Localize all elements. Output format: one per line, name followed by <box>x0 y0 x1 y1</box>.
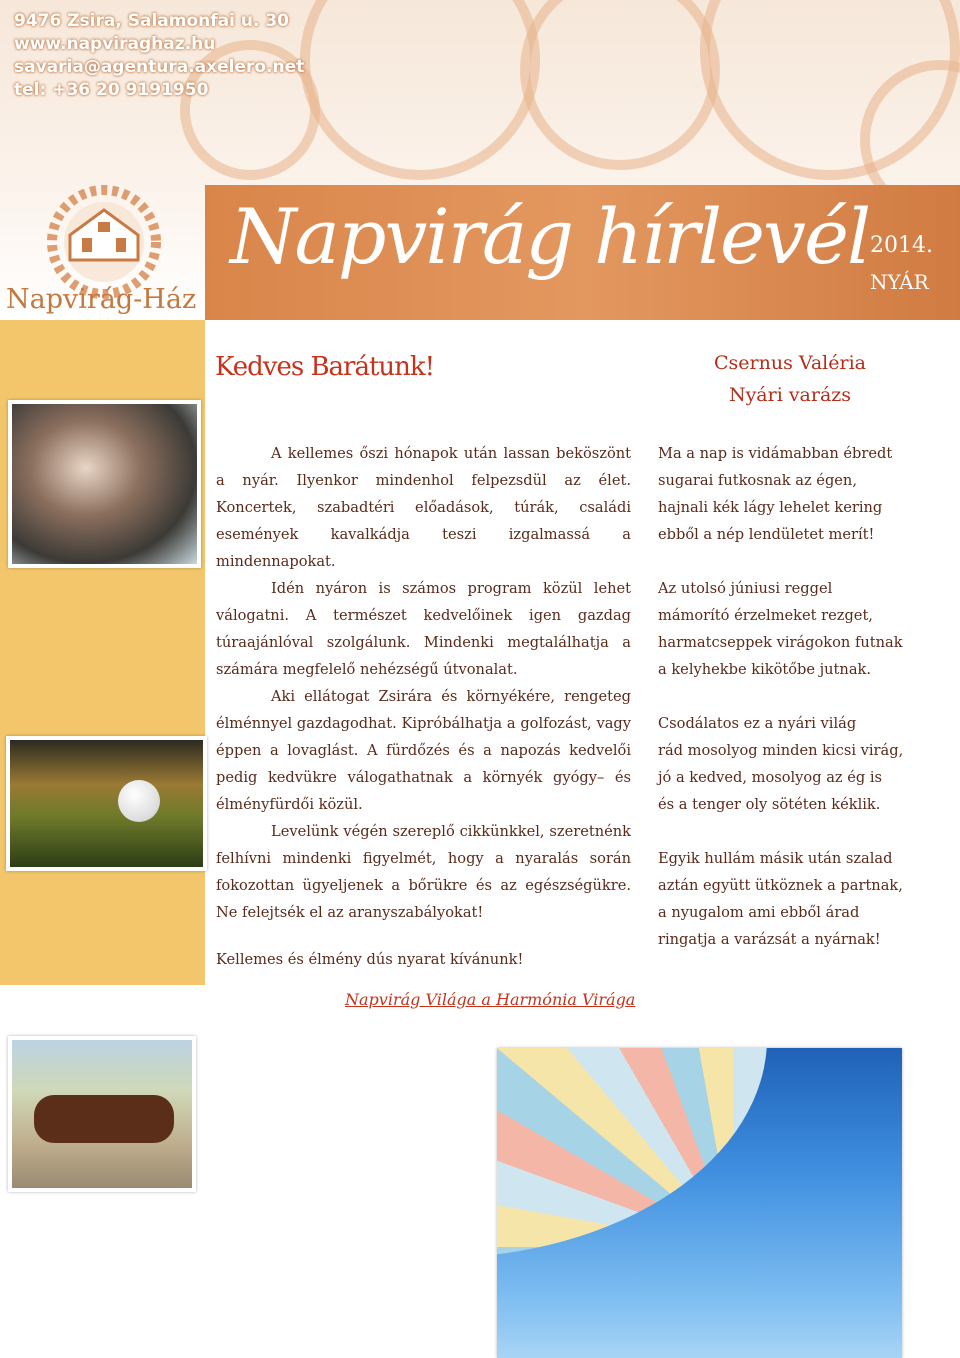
motto: Napvirág Világa a Harmónia Virága <box>345 990 636 1009</box>
poem-author: Csernus Valéria <box>714 352 866 374</box>
contact-phone: tel: +36 20 9191950 <box>14 80 209 100</box>
letter-body <box>216 440 631 973</box>
issue-season: NYÁR <box>870 270 929 294</box>
napvirag-haz-logo <box>4 180 204 316</box>
poem-line: Egyik hullám másik után szalad <box>658 850 893 867</box>
newsletter-title: Napvirág hírlevél <box>230 192 870 281</box>
poem-line: Ma a nap is vidámabban ébredt <box>658 445 893 462</box>
letter-paragraph: Levelünk végén szereplő cikkünkkel, szeretnénk felhívni mindenki figyelmét, hogy a nyaralás során fokozottan ügyeljenek a bőrükre és az egészségükre. Ne felejtsék el az aranyszabályokat! <box>216 823 631 921</box>
logo-text: Napvirág-Ház <box>6 284 197 315</box>
poem-line: Az utolsó júniusi reggel <box>658 580 833 597</box>
contact-website[interactable]: www.napviraghaz.hu <box>14 34 216 54</box>
contact-block <box>14 10 304 102</box>
contact-address: 9476 Zsira, Salamonfai u. 30 <box>14 11 289 31</box>
poem-stanza <box>658 575 948 683</box>
poem-line: mámorító érzelmeket rezget, <box>658 607 873 624</box>
poem-line: Csodálatos ez a nyári világ <box>658 715 857 732</box>
poem-title: Nyári varázs <box>728 384 852 406</box>
letter-greeting: Kedves Barátunk! <box>215 352 435 382</box>
letter-paragraph: Aki ellátogat Zsirára és környékére, rengeteg élménnyel gazdagodhat. Kipróbálhatja a golfozást, vagy éppen a lovaglást. A fürdőzés és a napozás kedvelői pedig kedvükre válogathatnak a környék gyógy– és élményfürdői közül. <box>216 688 631 813</box>
poem-line: aztán együtt ütköznek a partnak, <box>658 877 903 894</box>
poem-line: sugarai futkosnak az égen, <box>658 472 857 489</box>
poem-line: ebből a nép lendületet merít! <box>658 526 875 543</box>
letter-closing: Kellemes és élmény dús nyarat kívánunk! <box>216 951 524 968</box>
poem-line: a kelyhekbe kikötőbe jutnak. <box>658 661 872 678</box>
horse-riding-photo <box>8 1036 196 1192</box>
poem-line: a nyugalom ami ebből árad <box>658 904 860 921</box>
poem-line: és a tenger oly sötéten kéklik. <box>658 796 881 813</box>
poem-stanza <box>658 440 948 548</box>
issue-year: 2014. <box>870 233 933 258</box>
decorative-swirl <box>300 0 540 180</box>
umbrella-icon <box>497 1048 767 1258</box>
poem-line: jó a kedved, mosolyog az ég is <box>658 769 882 786</box>
letter-paragraph: Idén nyáron is számos program közül lehet válogatni. A természet kedvelőinek igen gazdag túraajánlóval szolgálunk. Mindenki megtalálhatja a számára megfelelő nehézségű útvonalat. <box>216 580 631 678</box>
poem-body <box>658 440 948 980</box>
poem-stanza <box>658 710 948 818</box>
horse-icon <box>34 1095 174 1143</box>
poem-line: hajnali kék lágy lehelet kering <box>658 499 883 516</box>
beach-umbrella-photo <box>497 1048 902 1358</box>
golf-ball-icon <box>118 780 160 822</box>
decorative-swirl <box>520 0 720 170</box>
waterfall-couple-photo <box>8 400 201 568</box>
poem-stanza <box>658 845 948 953</box>
poem-line: ringatja a varázsát a nyárnak! <box>658 931 881 948</box>
poem-line: harmatcseppek virágokon futnak <box>658 634 903 651</box>
golf-ball-photo <box>6 736 207 871</box>
letter-paragraph: A kellemes őszi hónapok után lassan beköszönt a nyár. Ilyenkor mindenhol felpezsdül az élet. Koncertek, szabadtéri előadások, túrák, családi események kavalkádja teszi izgalmassá a mindennapokat. <box>216 445 631 570</box>
poem-line: rád mosolyog minden kicsi virág, <box>658 742 904 759</box>
contact-email[interactable]: savaria@agentura.axelero.net <box>14 57 305 77</box>
